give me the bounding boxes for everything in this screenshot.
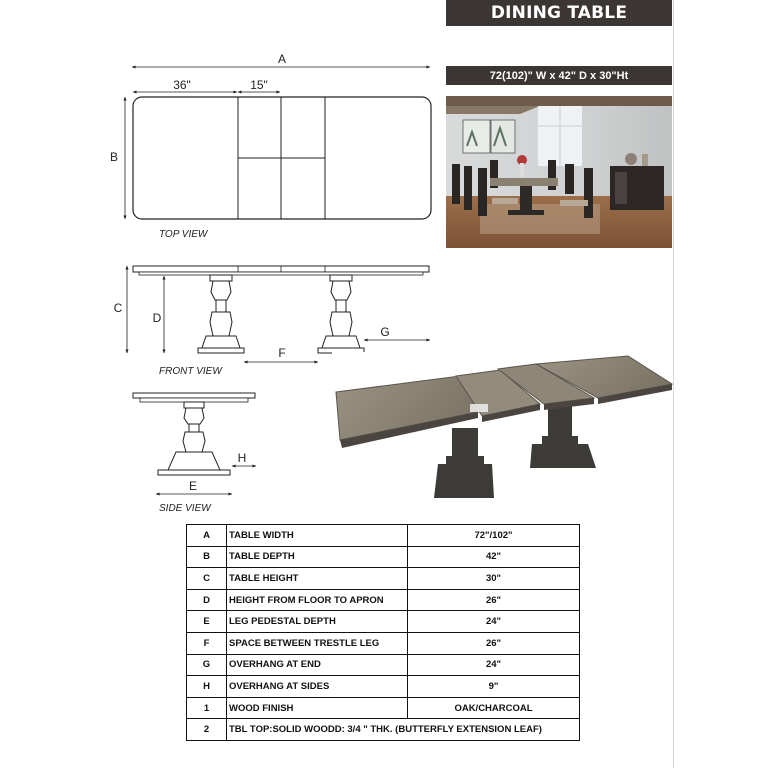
spec-label: TBL TOP:SOLID WOODD: 3/4 " THK. (BUTTERFLY EXTENSION LEAF) [227, 719, 580, 741]
spec-row [187, 589, 580, 611]
spec-table [186, 524, 580, 741]
side-pedestal [158, 402, 230, 475]
spec-value: 24" [408, 611, 580, 633]
dim-c-label: C [113, 301, 123, 315]
spec-row [187, 632, 580, 654]
dim-36-label: 36" [173, 78, 191, 92]
spec-label: TABLE DEPTH [227, 546, 408, 568]
dim-e-label: E [188, 479, 198, 493]
spec-code: B [187, 546, 227, 568]
top-view [110, 52, 431, 240]
front-apron [139, 272, 423, 275]
spec-value: 9" [408, 676, 580, 698]
spec-value: 30" [408, 568, 580, 590]
spec-row [187, 525, 580, 547]
front-pedestal-right [318, 275, 364, 353]
spec-label: HEIGHT FROM FLOOR TO APRON [227, 589, 408, 611]
spec-code: A [187, 525, 227, 547]
spec-row [187, 654, 580, 676]
spec-code: C [187, 568, 227, 590]
spec-row [187, 697, 580, 719]
top-view-label: TOP VIEW [159, 229, 208, 240]
spec-code: 1 [187, 697, 227, 719]
spec-row [187, 611, 580, 633]
spec-row [187, 568, 580, 590]
spec-row [187, 719, 580, 741]
spec-label: TABLE HEIGHT [227, 568, 408, 590]
dim-g-label: G [380, 325, 390, 339]
spec-label: LEG PEDESTAL DEPTH [227, 611, 408, 633]
spec-value: 24" [408, 654, 580, 676]
spec-code: H [187, 676, 227, 698]
spec-label: TABLE WIDTH [227, 525, 408, 547]
spec-row [187, 546, 580, 568]
spec-code: 2 [187, 719, 227, 741]
spec-label: SPACE BETWEEN TRESTLE LEG [227, 632, 408, 654]
dimensions-banner: 72(102)" W x 42" D x 30"Ht [446, 66, 672, 85]
dim-h-label: H [237, 451, 247, 465]
side-view-label: SIDE VIEW [159, 503, 211, 514]
spec-value: 26" [408, 589, 580, 611]
side-top [133, 393, 255, 398]
spec-value: 72"/102" [408, 525, 580, 547]
spec-code: F [187, 632, 227, 654]
side-apron [140, 398, 248, 402]
spec-label: OVERHANG AT SIDES [227, 676, 408, 698]
spec-value: 26" [408, 632, 580, 654]
dim-b-label: B [109, 150, 119, 164]
spec-label: WOOD FINISH [227, 697, 408, 719]
spec-row [187, 676, 580, 698]
dim-15-label: 15" [250, 78, 268, 92]
spec-value: 42" [408, 546, 580, 568]
spec-label: OVERHANG AT END [227, 654, 408, 676]
spec-value: OAK/CHARCOAL [408, 697, 580, 719]
dim-d-label: D [152, 311, 162, 325]
front-pedestal-left [198, 275, 244, 353]
product-photo [332, 352, 672, 498]
dim-f-label: F [278, 346, 286, 360]
spec-code: G [187, 654, 227, 676]
side-view [133, 393, 256, 514]
spec-code: D [187, 589, 227, 611]
dim-a-label: A [277, 52, 287, 66]
page-title: DINING TABLE [446, 0, 672, 26]
spec-code: E [187, 611, 227, 633]
front-view-label: FRONT VIEW [159, 366, 222, 377]
room-photo [446, 96, 672, 248]
